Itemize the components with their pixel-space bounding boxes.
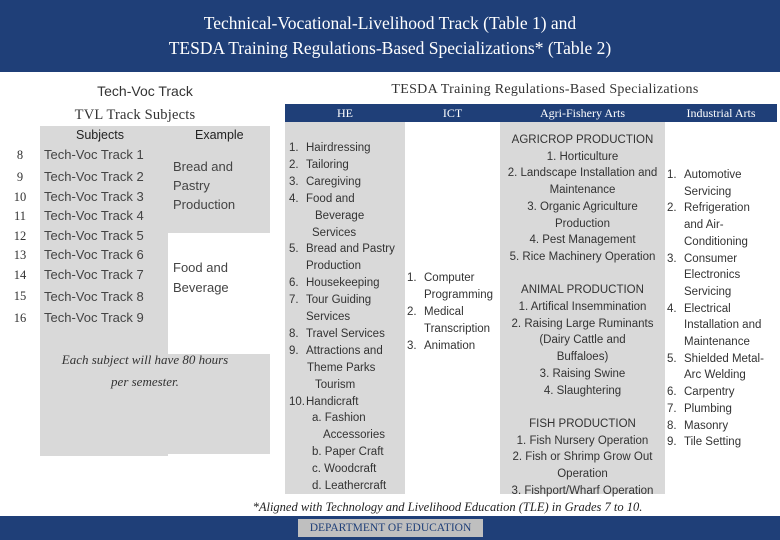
table-row-subject: Tech-Voc Track 1 (44, 147, 144, 162)
table-row-grade: 10 (13, 190, 27, 204)
list-item: Automotive (684, 169, 742, 181)
table-row-grade: 15 (13, 289, 27, 303)
agri-line: 4. Slaughtering (543, 384, 622, 397)
list-item: a. Fashion (312, 412, 366, 425)
example-a-line: Bread and (173, 159, 233, 174)
list-item: Accessories (323, 429, 385, 442)
list-item-number: 10. (289, 395, 305, 408)
list-item: Tailoring (306, 158, 349, 171)
list-item: Handicraft (306, 395, 359, 408)
list-item: Installation and (684, 319, 762, 332)
table-row-subject: Tech-Voc Track 7 (44, 267, 144, 282)
list-item: Caregiving (306, 175, 361, 188)
col-header-subjects: Subjects (40, 126, 168, 144)
ict-column (405, 122, 500, 494)
list-item: Servicing (684, 185, 732, 198)
he-column (285, 122, 405, 494)
agri-line: (Dairy Cattle and (539, 334, 626, 347)
hours-note (35, 349, 255, 393)
list-item-number: 5. (289, 243, 299, 256)
example-a-line: Pastry (173, 178, 210, 193)
list-item: Programming (424, 288, 494, 301)
agri-line: 4. Pest Management (529, 234, 636, 247)
list-item-number: 7. (667, 402, 677, 415)
list-item-number: 1. (289, 142, 299, 154)
list-item: Conditioning (684, 235, 748, 248)
list-item: c. Woodcraft (312, 463, 377, 476)
list-item: Tour Guiding (306, 294, 372, 307)
agri-line: Operation (557, 468, 608, 480)
list-item-number: 1. (407, 272, 417, 284)
slide-footer (0, 516, 780, 540)
table-row-subject: Tech-Voc Track 8 (44, 289, 144, 304)
agri-line: 3. Raising Swine (539, 367, 626, 380)
header-line-1: Technical-Vocational-Livelihood Track (Table 1) and (203, 13, 577, 33)
table2-title: TESDA Training Regulations-Based Specializations (391, 82, 699, 97)
table-row-grade: 13 (13, 248, 27, 262)
list-item-number: 4. (667, 302, 677, 315)
header-line-2: TESDA Training Regulations-Based Specializations* (Table 2) (168, 38, 612, 58)
list-item-number: 9. (289, 344, 299, 357)
table-row-grade: 16 (13, 311, 27, 325)
list-item: Masonry (684, 419, 729, 432)
table-row-grade: 11 (13, 209, 27, 223)
list-item: Medical (424, 305, 464, 318)
list-item: Maintenance (684, 336, 750, 348)
table-row-subject: Tech-Voc Track 6 (44, 247, 144, 262)
col-header-industrial: Industrial Arts (665, 104, 777, 122)
list-item-number: 1. (667, 169, 677, 181)
list-item-number: 3. (667, 252, 677, 265)
table-row-subject: Tech-Voc Track 3 (44, 189, 144, 204)
table-row-grade: 12 (13, 229, 27, 243)
list-item: Attractions and (306, 344, 383, 357)
agri-line: 5. Rice Machinery Operation (509, 250, 656, 263)
agri-line: 1. Artifical Insemmination (518, 301, 647, 313)
list-item-number: 3. (289, 175, 299, 188)
list-item: Production (306, 260, 361, 273)
table-row-grade: 8 (16, 148, 24, 162)
agri-line: AGRICROP PRODUCTION (511, 134, 654, 146)
list-item: Travel Services (306, 327, 385, 340)
hours-note-line-1: Each subject will have 80 hours (61, 352, 229, 367)
list-item-number: 2. (289, 158, 299, 171)
agri-line: 2. Raising Large Ruminants (511, 317, 654, 330)
table-row-subject: Tech-Voc Track 4 (44, 208, 144, 223)
agri-line: 3. Organic Agriculture (527, 200, 638, 213)
agri-line: Buffaloes) (556, 351, 609, 364)
industrial-column (665, 122, 777, 494)
list-item: and Air- (684, 219, 724, 232)
col-header-example: Example (168, 126, 270, 144)
list-item-number: 5. (667, 352, 677, 365)
list-item: Theme Parks (307, 361, 376, 374)
list-item: Transcription (424, 322, 491, 335)
list-item-number: 2. (407, 305, 417, 318)
list-item: Housekeeping (306, 277, 380, 290)
table-row-grade: 14 (13, 268, 27, 282)
col-header-agri: Agri-Fishery Arts (500, 104, 665, 122)
list-item-number: 6. (667, 386, 677, 399)
list-item: Services (306, 311, 351, 323)
table-row-subject: Tech-Voc Track 2 (44, 169, 144, 184)
list-item: Computer (424, 272, 475, 284)
list-item: b. Paper Craft (312, 446, 384, 459)
list-item: Animation (424, 339, 476, 352)
list-item-number: 3. (407, 339, 417, 352)
col-header-he: HE (285, 104, 405, 122)
list-item: Beverage (315, 209, 365, 222)
list-item-number: 2. (667, 202, 677, 215)
list-item: Food and (306, 192, 355, 205)
agri-line: Production (555, 217, 610, 230)
list-item: Shielded Metal- (684, 352, 764, 365)
table1-heading: TVL Track Subjects (0, 104, 270, 126)
list-item-number: 9. (667, 436, 677, 449)
list-item: Electrical (684, 302, 731, 315)
slide-header (0, 0, 780, 72)
list-item: Services (312, 226, 357, 239)
footnote: *Aligned with Technology and Livelihood Education (TLE) in Grades 7 to 10. (252, 500, 643, 514)
agri-line: Maintenance (549, 184, 616, 197)
list-item: Refrigeration (684, 202, 750, 215)
example-b-line: Beverage (173, 280, 229, 295)
agri-line: 2. Fish or Shrimp Grow Out (512, 451, 653, 464)
agri-line: 1. Horticulture (546, 150, 619, 163)
agri-line: 2. Landscape Installation and (507, 167, 658, 180)
example-b-line: Food and (173, 260, 228, 275)
list-item: Tourism (315, 378, 356, 391)
list-item-number: 8. (667, 419, 677, 432)
list-item: Carpentry (684, 386, 735, 399)
agri-line: 3. Fishport/Wharf Operation (511, 484, 654, 497)
table1-title: Tech-Voc Track (97, 83, 193, 99)
example-a-line: Production (173, 197, 236, 212)
agri-line: FISH PRODUCTION (529, 417, 636, 430)
table-row-subject: Tech-Voc Track 5 (44, 228, 144, 243)
list-item: Hairdressing (306, 142, 371, 154)
table-row-grade: 9 (16, 170, 24, 184)
agri-column (500, 122, 665, 497)
list-item: Electronics (684, 269, 741, 282)
agri-line: 1. Fish Nursery Operation (516, 434, 649, 447)
list-item: Consumer (684, 252, 738, 265)
col-header-ict: ICT (405, 104, 500, 122)
list-item: Plumbing (684, 402, 732, 415)
list-item: Arc Welding (684, 369, 746, 382)
department-label: DEPARTMENT OF EDUCATION (298, 519, 483, 537)
hours-note-line-2: per semester. (111, 374, 179, 389)
list-item-number: 8. (289, 327, 299, 340)
list-item-number: 6. (289, 277, 299, 290)
list-item: d. Leathercraft (312, 480, 387, 492)
list-item: Servicing (684, 285, 732, 298)
list-item-number: 4. (289, 192, 299, 205)
list-item: Bread and Pastry (306, 243, 395, 256)
list-item: Tile Setting (684, 436, 742, 449)
list-item-number: 7. (289, 294, 299, 307)
agri-line: ANIMAL PRODUCTION (521, 284, 644, 297)
table-row-subject: Tech-Voc Track 9 (44, 310, 144, 325)
